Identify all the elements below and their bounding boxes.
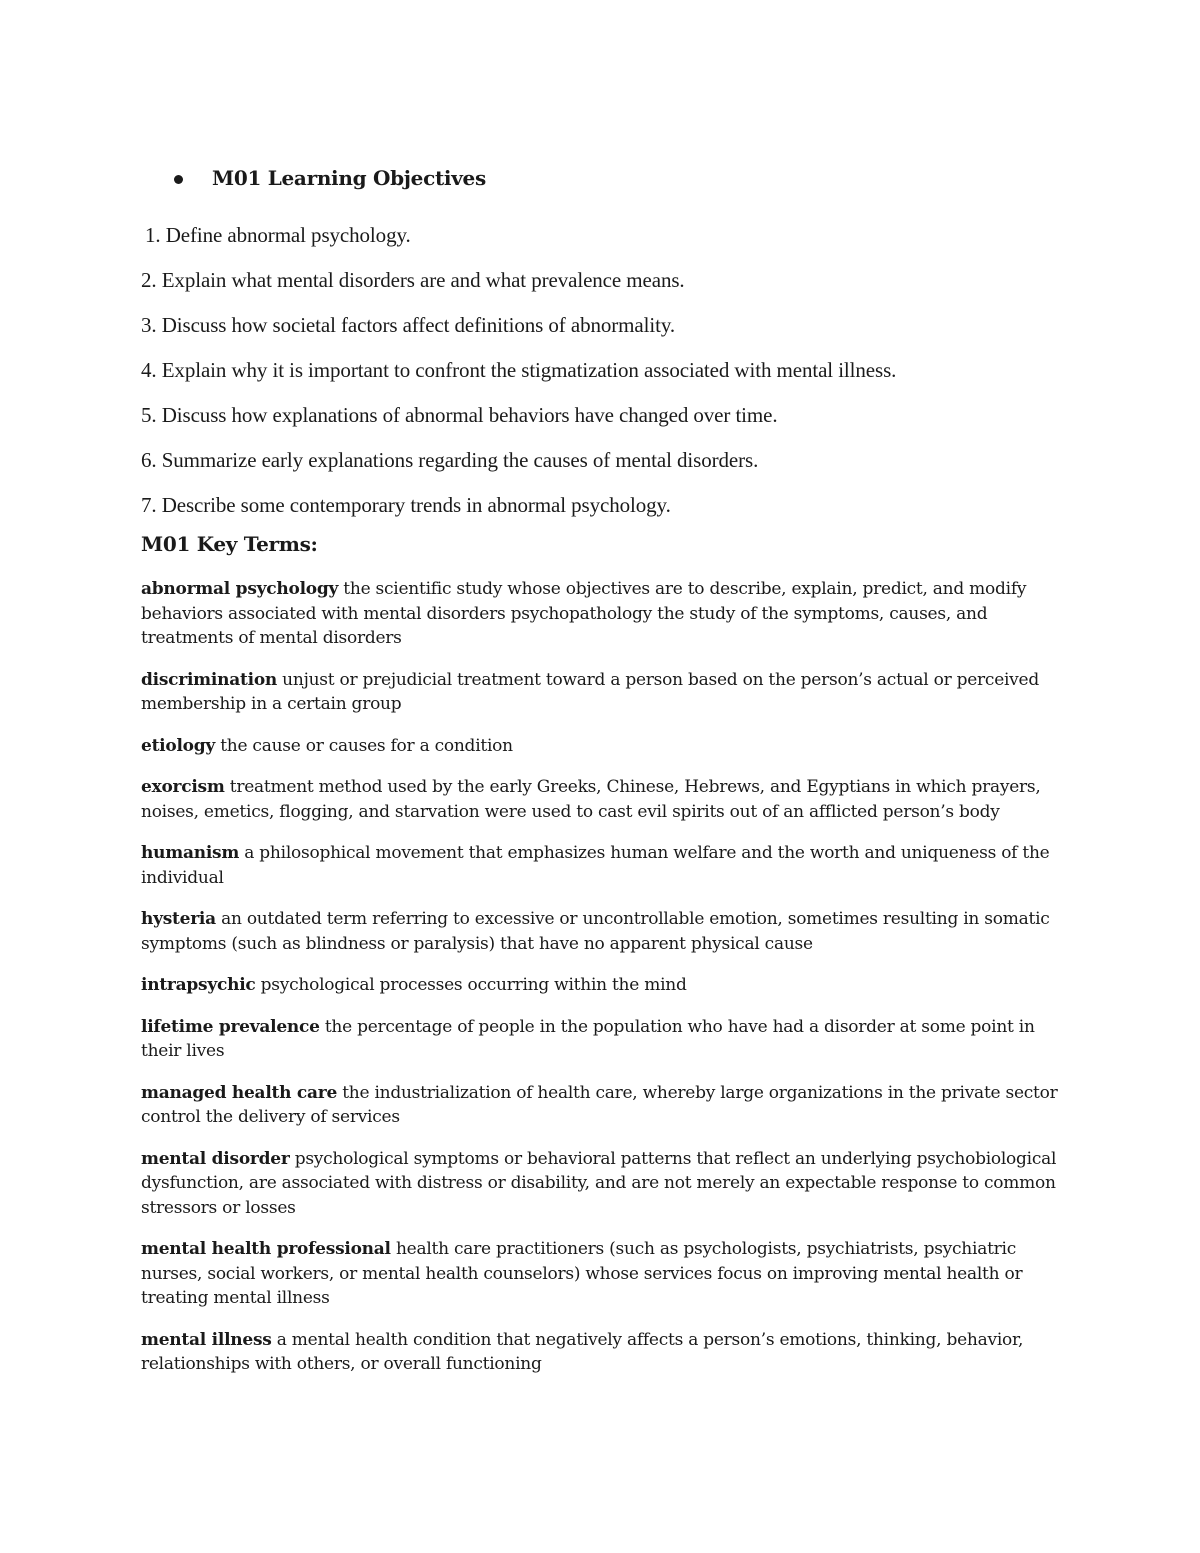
term-name: mental illness [141, 1329, 272, 1350]
term-entry [141, 1237, 1076, 1311]
objective-item: 2. Explain what mental disorders are and what prevalence means. [141, 268, 685, 292]
term-name: exorcism [141, 777, 225, 797]
term-definition: a mental health condition that negatively affects a person’s emotions, thinking, behavior, relationships with others, or overall functioning [141, 1329, 1024, 1374]
objective-item: 4. Explain why it is important to confront the stigmatization associated with mental illness. [141, 358, 897, 382]
term-name: discrimination [141, 669, 278, 690]
term-name: humanism [141, 843, 240, 863]
term-definition: health care practitioners (such as psychologists, psychiatrists, psychiatric nurses, social workers, or mental health counselors) whose services focus on improving mental health or treating mental illness [141, 1239, 1023, 1308]
term-entry [141, 907, 1076, 956]
objective-item: 3. Discuss how societal factors affect definitions of abnormality. [141, 313, 676, 337]
key-terms-heading: M01 Key Terms: [141, 532, 318, 556]
term-name: hysteria [141, 909, 216, 929]
term-name: intrapsychic [141, 975, 256, 995]
term-definition: treatment method used by the early Greeks, Chinese, Hebrews, and Egyptians in which prayers, noises, emetics, flogging, and starvation were used to cast evil spirits out of an afflicted person’s body [141, 777, 1041, 822]
term-name: lifetime prevalence [141, 1016, 320, 1037]
objective-item: 1. Define abnormal psychology. [145, 223, 411, 247]
term-definition: psychological processes occurring within the mind [260, 975, 687, 995]
term-definition: the cause or causes for a condition [220, 735, 513, 756]
term-entry [141, 577, 1076, 651]
objectives-heading: M01 Learning Objectives [212, 166, 486, 190]
term-entry [141, 1328, 1076, 1377]
objective-item: 5. Discuss how explanations of abnormal behaviors have changed over time. [141, 403, 778, 427]
objective-item: 6. Summarize early explanations regarding the causes of mental disorders. [141, 448, 759, 472]
term-entry [141, 668, 1076, 717]
term-entry [141, 1081, 1076, 1130]
term-name: managed health care [141, 1082, 338, 1103]
term-name: abnormal psychology [141, 579, 339, 599]
term-entry [141, 973, 1076, 998]
objective-item: 7. Describe some contemporary trends in abnormal psychology. [141, 493, 671, 517]
term-entry [141, 1147, 1076, 1221]
term-name: mental health professional [141, 1239, 391, 1259]
term-name: mental disorder [141, 1148, 290, 1169]
term-definition: a philosophical movement that emphasizes human welfare and the worth and uniqueness of the individual [141, 843, 1050, 888]
term-definition: the scientific study whose objectives are to describe, explain, predict, and modify behaviors associated with mental disorders psychopathology the study of the symptoms, causes, and treatments of mental disorders [141, 579, 1027, 648]
term-entry [141, 841, 1076, 890]
term-name: etiology [141, 735, 216, 756]
term-definition: an outdated term referring to excessive or uncontrollable emotion, sometimes resulting in somatic symptoms (such as blindness or paralysis) that have no apparent physical cause [141, 909, 1050, 954]
term-entry [141, 1015, 1076, 1064]
term-entry [141, 775, 1076, 824]
term-entry [141, 734, 1076, 759]
objectives-heading-row [174, 166, 486, 190]
objectives-list [141, 221, 1101, 536]
term-definition: unjust or prejudicial treatment toward a person based on the person’s actual or perceived membership in a certain group [141, 669, 1039, 714]
bullet-icon [174, 175, 183, 184]
term-definition: the percentage of people in the population who have had a disorder at some point in their lives [141, 1016, 1035, 1061]
key-terms-list [141, 577, 1076, 1394]
term-definition: psychological symptoms or behavioral patterns that reflect an underlying psychobiological dysfunction, are associated with distress or disability, and are not merely an expectable response to common stressors or losses [141, 1148, 1057, 1218]
term-definition: the industrialization of health care, whereby large organizations in the private sector control the delivery of services [141, 1082, 1058, 1127]
